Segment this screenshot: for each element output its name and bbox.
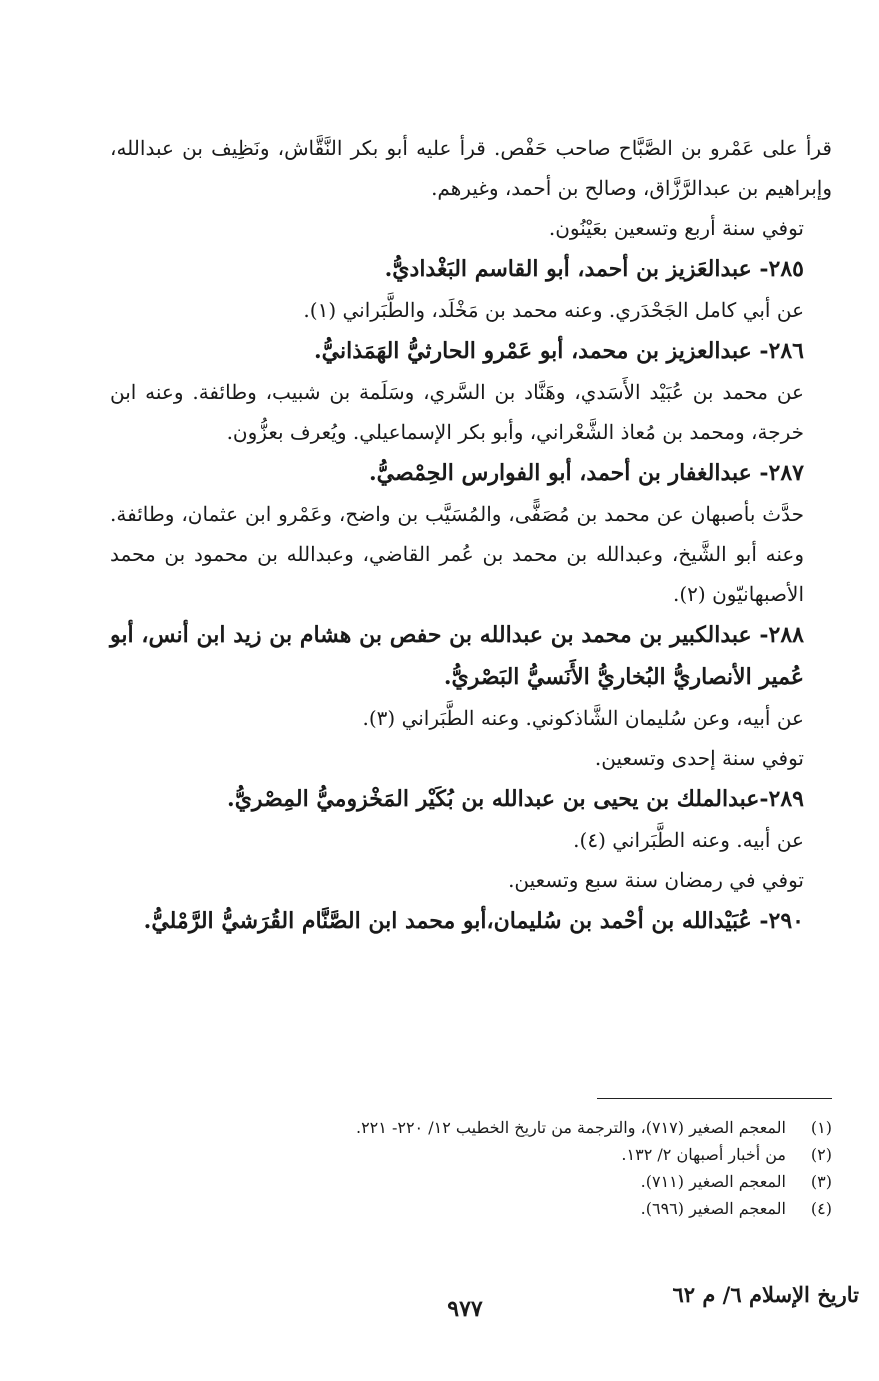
entry-text-289: عن أبيه. وعنه الطَّبَراني (٤). bbox=[573, 828, 804, 852]
footnote-4 bbox=[150, 1195, 832, 1222]
footnotes bbox=[150, 1114, 832, 1222]
entry-heading-288: ٢٨٨- عبدالكبير بن محمد بن عبدالله بن حفص بن هشام بن زيد ابن أنس، أبو عُمير الأنصاريُّ البُخاريُّ الأَنَسيُّ البَصْريُّ. bbox=[110, 622, 804, 690]
entry-text-287: حدَّث بأصبهان عن محمد بن مُصَفًّى، والمُسَيَّب بن واضح، وعَمْرو ابن عثمان، وطائفة. وعنه أبو الشَّيخ، وعبدالله بن محمد بن عُمر القاضي، وعبدالله بن محمود بن محمد الأصبهانيّون (٢). bbox=[110, 502, 804, 606]
entry-text-285: عن أبي كامل الجَحْدَري. وعنه محمد بن مَخْلَد، والطَّبَراني (١). bbox=[303, 298, 804, 322]
footnote-3 bbox=[150, 1168, 832, 1195]
footnote-number: (٣) bbox=[810, 1172, 832, 1191]
page-body bbox=[110, 128, 832, 942]
paragraph: قرأ على عَمْرو بن الصَّبَّاح صاحب حَفْص. قرأ عليه أبو بكر النَّقَّاش، ونَظِيف بن عبدالله، وإبراهيم بن عبدالرَّزَّاق، وصالح بن أحمد، وغيرهم. bbox=[110, 136, 832, 200]
page-number: ٩٧٧ bbox=[447, 1296, 483, 1322]
entry-heading-290: ٢٩٠- عُبَيْدالله بن أحْمد بن سُليمان،أبو محمد ابن الصَّنَّام القُرَشيُّ الرَّمْليُّ. bbox=[143, 908, 804, 934]
footnote-text: من أخبار أصبهان ٢/ ١٣٢. bbox=[621, 1145, 786, 1164]
entry-text-286: عن محمد بن عُبَيْد الأَسَدي، وهَنَّاد بن السَّري، وسَلَمة بن شبيب، وطائفة. وعنه ابن خرجة، ومحمد بن مُعاذ الشَّعْراني، وأبو بكر الإسماعيلي. ويُعرف بعزُّون. bbox=[110, 380, 804, 444]
footnote-2 bbox=[150, 1141, 832, 1168]
paragraph: توفي سنة أربع وتسعين بعَيْنُون. bbox=[548, 216, 804, 240]
footnote-number: (٤) bbox=[810, 1199, 832, 1218]
footnote-text: المعجم الصغير (٧١١). bbox=[640, 1172, 786, 1191]
footnote-text: المعجم الصغير (٦٩٦). bbox=[640, 1199, 786, 1218]
footnote-separator bbox=[597, 1098, 832, 1099]
book-signature: تاريخ الإسلام ٦/ م ٦٢ bbox=[672, 1282, 859, 1307]
entry-heading-285: ٢٨٥- عبدالعَزيز بن أحمد، أبو القاسم البَغْداديُّ. bbox=[384, 256, 804, 282]
footnote-number: (٢) bbox=[810, 1145, 832, 1164]
entry-text-288: عن أبيه، وعن سُليمان الشَّاذكوني. وعنه الطَّبَراني (٣). bbox=[362, 706, 804, 730]
entry-heading-286: ٢٨٦- عبدالعزيز بن محمد، أبو عَمْرو الحارثيُّ الهَمَذانيُّ. bbox=[313, 338, 804, 364]
footnote-number: (١) bbox=[810, 1118, 832, 1137]
footnote-text: المعجم الصغير (٧١٧)، والترجمة من تاريخ الخطيب ١٢/ ٢٢٠- ٢٢١. bbox=[355, 1118, 786, 1137]
entry-death-288: توفي سنة إحدى وتسعين. bbox=[594, 746, 804, 770]
entry-heading-289: ٢٨٩-عبدالملك بن يحيى بن عبدالله بن بُكَيْر المَخْزوميُّ المِصْريُّ. bbox=[227, 786, 804, 812]
entry-death-289: توفي في رمضان سنة سبع وتسعين. bbox=[508, 868, 804, 892]
entry-heading-287: ٢٨٧- عبدالغفار بن أحمد، أبو الفوارس الحِمْصيُّ. bbox=[369, 460, 804, 486]
footnote-1 bbox=[150, 1114, 832, 1141]
